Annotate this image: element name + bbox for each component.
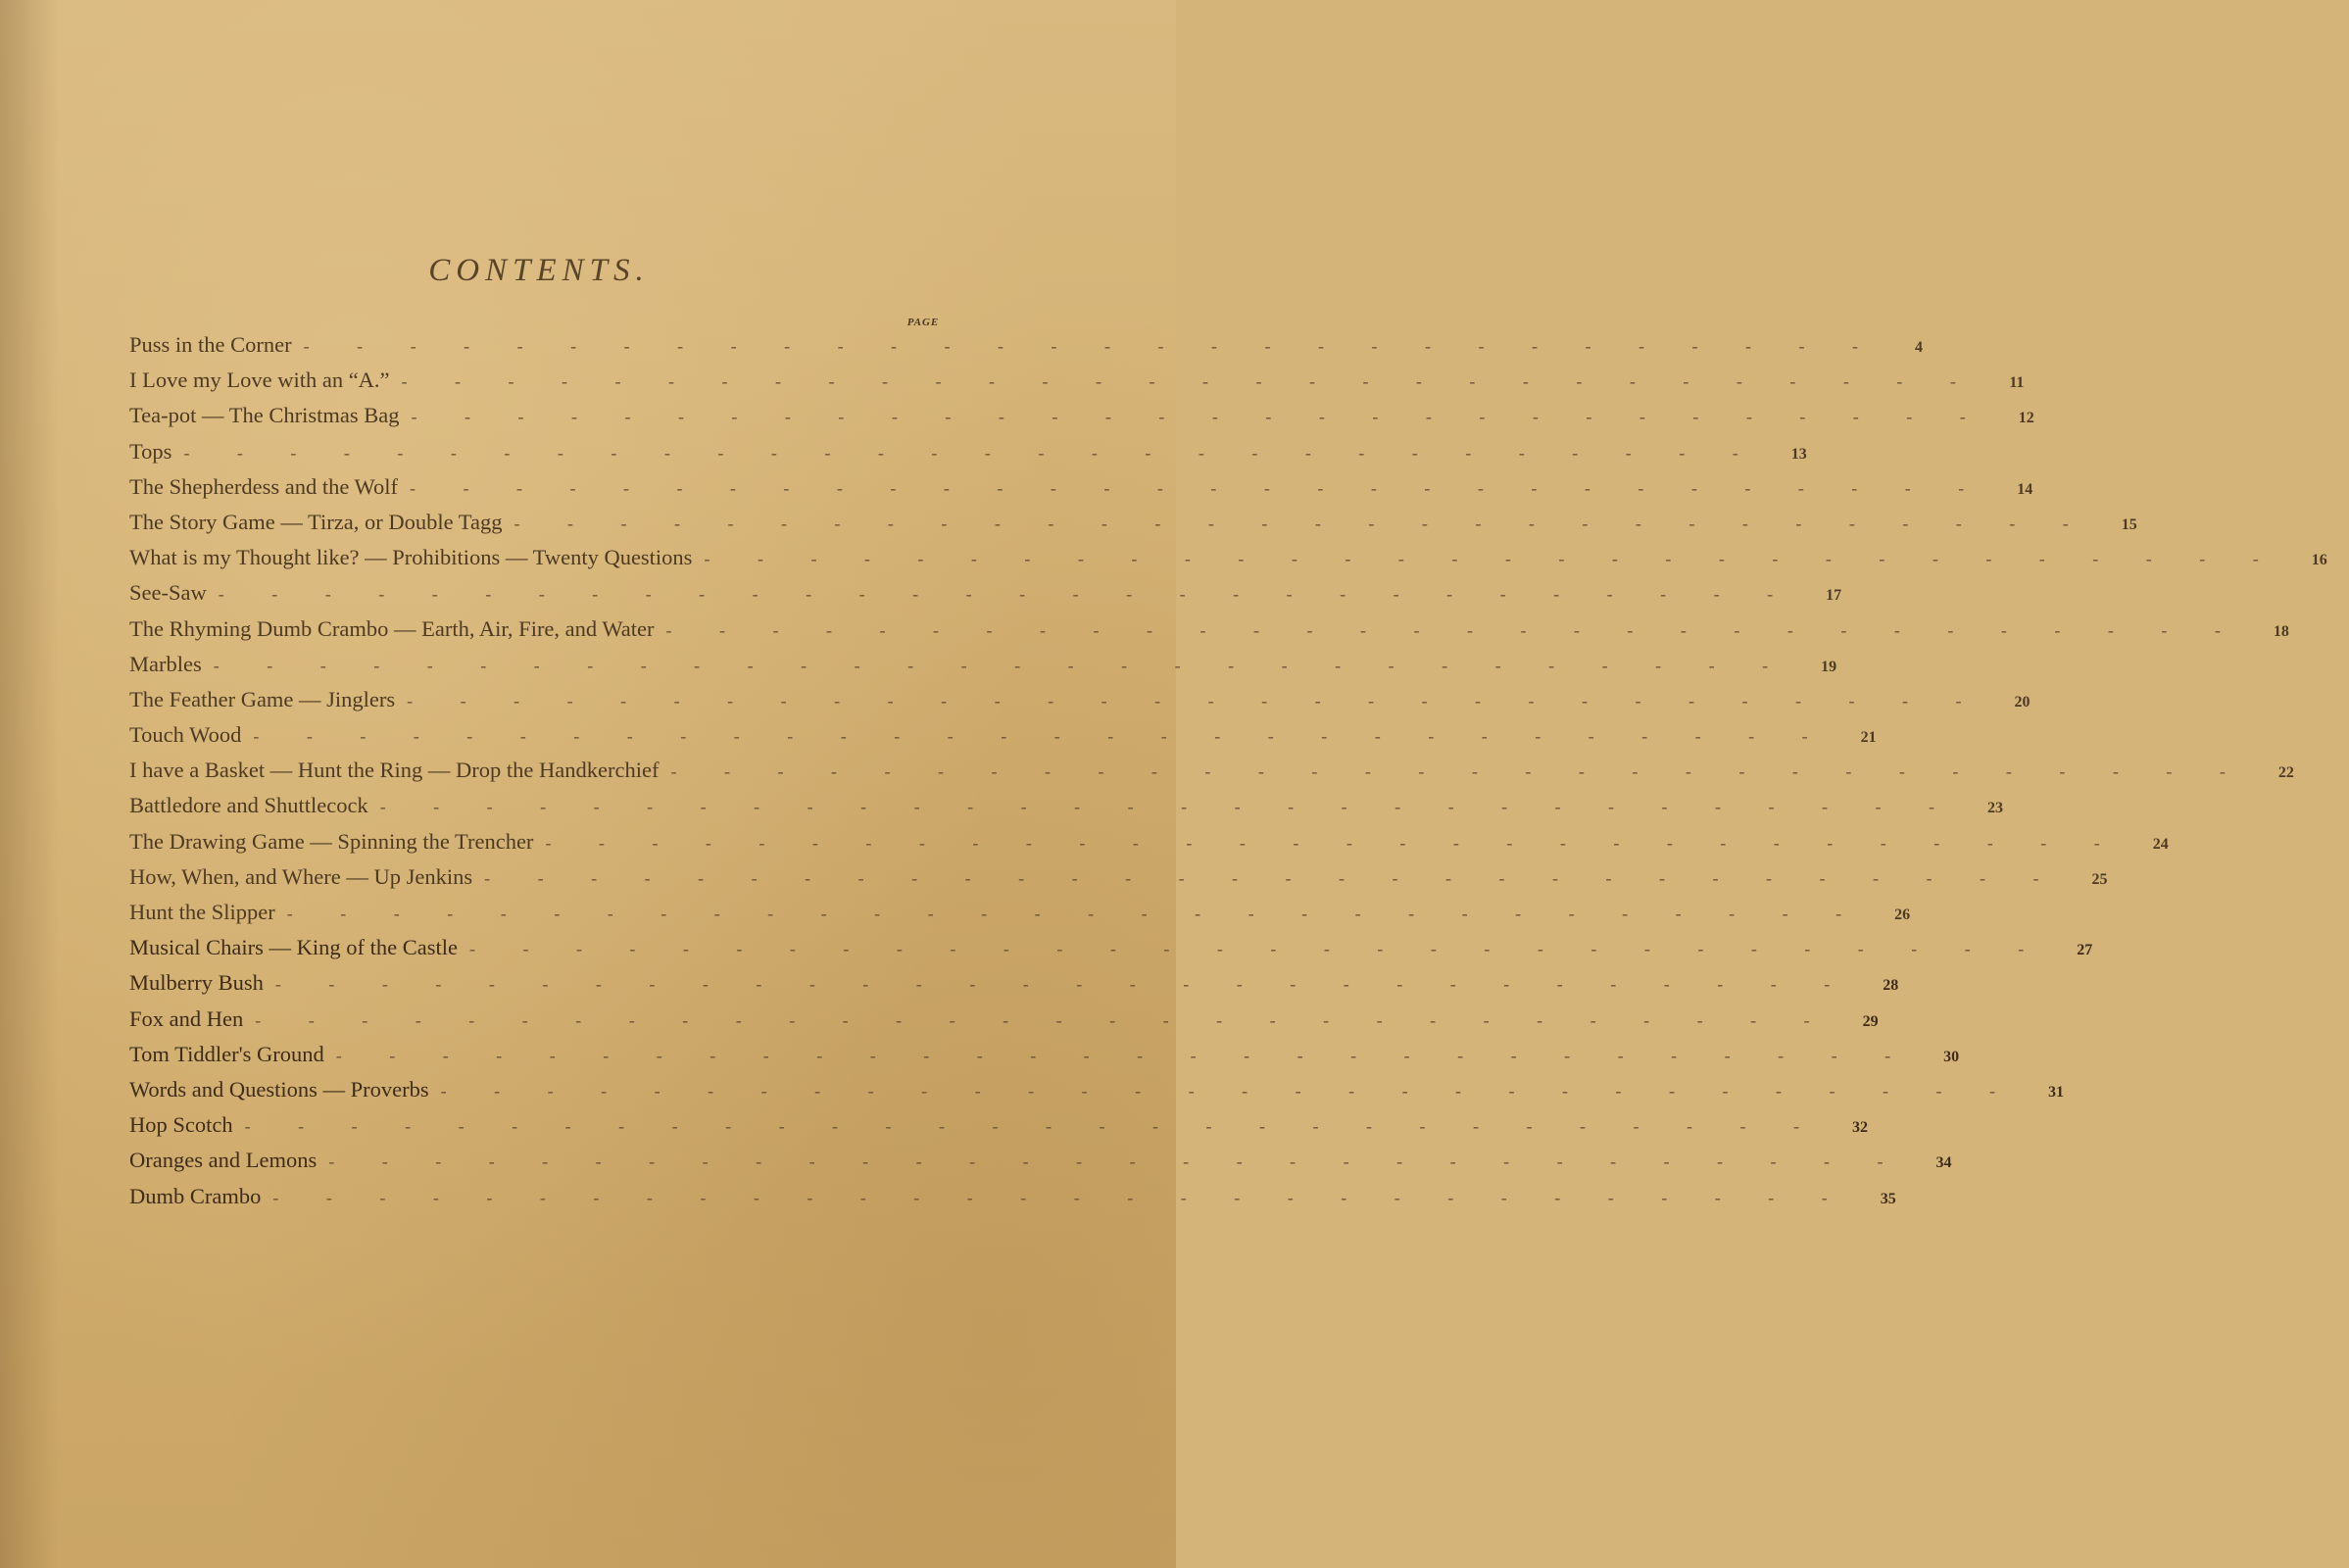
toc-entry-page: 26	[1894, 906, 1911, 923]
toc-entry	[129, 863, 2108, 900]
toc-entry-title: Hop Scotch	[129, 1112, 233, 1138]
toc-entry-page: 13	[1790, 445, 1807, 463]
toc-entry-page: 28	[1883, 977, 1899, 995]
toc-entry	[129, 1183, 1896, 1219]
dot-leader: - - - - - - - - - - - - - - - - - - - - - - - - - - - - - -	[255, 1009, 1832, 1030]
toc-entry	[129, 935, 2093, 970]
toc-entry	[129, 722, 1877, 758]
toc-entry	[129, 1148, 1952, 1183]
toc-entry-title: See-Saw	[129, 580, 207, 606]
dot-leader: - - - - - - - - - - - - - - - - - - - - - - - - - - - - - -	[409, 477, 1986, 498]
toc-entry-title: The Drawing Game — Spinning the Trencher	[129, 828, 534, 854]
toc-entry-title: The Rhyming Dumb Crambo — Earth, Air, Fire, and Water	[129, 615, 655, 641]
toc-entry-title: I have a Basket — Hunt the Ring — Drop the Handkerchief	[129, 758, 660, 783]
table-of-contents	[129, 332, 2327, 1219]
toc-entry-title: Oranges and Lemons	[129, 1148, 318, 1173]
toc-entry-page: 35	[1880, 1190, 1896, 1207]
toc-entry-page: 12	[2018, 410, 2034, 427]
toc-entry-page: 32	[1851, 1119, 1868, 1137]
dot-leader: - - - - - - - - - - - - - - - - - - - - - - - - - - - - - -	[484, 867, 2061, 888]
contents-heading: CONTENTS.	[428, 253, 650, 288]
toc-entry-page: 30	[1943, 1048, 1960, 1065]
dot-leader: - - - - - - - - - - - - - - - - - - - - - - - - - - - - - -	[213, 655, 1790, 675]
toc-entry-title: What is my Thought like? — Prohibitions — Twenty Questions	[129, 545, 693, 570]
toc-entry-page: 20	[2014, 693, 2031, 710]
toc-entry-page: 24	[2152, 835, 2169, 853]
dot-leader: - - - - - - - - - - - - - - - - - - - - - - - - - - - - - -	[379, 797, 1957, 817]
dot-leader: - - - - - - - - - - - - - - - - - - - - - - - - - - - - - -	[253, 726, 1830, 747]
dot-leader: - - - - - - - - - - - - - - - - - - - - - - - - - - - - - -	[411, 407, 1987, 427]
toc-entry-title: Hunt the Slipper	[129, 900, 275, 924]
dot-leader: - - - - - - - - - - - - - - - - - - - - - - - - - - - - - -	[704, 549, 2280, 569]
toc-entry-page: 34	[1935, 1154, 1952, 1172]
toc-entry-title: The Feather Game — Jinglers	[129, 686, 396, 711]
toc-entry	[129, 615, 2289, 652]
toc-entry-page: 16	[2311, 552, 2327, 569]
toc-entry-page: 29	[1862, 1012, 1879, 1030]
toc-entry-page: 25	[2091, 870, 2108, 888]
toc-entry	[129, 1041, 1960, 1077]
toc-entry	[129, 1076, 2064, 1112]
toc-entry	[129, 1112, 1868, 1148]
toc-entry-page: 27	[2077, 942, 2093, 959]
toc-entry-title: The Shepherdess and the Wolf	[129, 473, 398, 499]
dot-leader: - - - - - - - - - - - - - - - - - - - - - - - - - - - - - -	[303, 336, 1880, 356]
toc-entry	[129, 438, 1807, 474]
toc-entry	[129, 545, 2327, 580]
toc-entry-page: 31	[2048, 1083, 2064, 1101]
toc-entry-page: 15	[2121, 515, 2137, 533]
page-edge-shadow	[0, 0, 59, 1568]
toc-entry-title: Tea-pot — The Christmas Bag	[129, 403, 400, 428]
toc-entry-page: 17	[1826, 587, 1842, 605]
toc-entry-page: 14	[2017, 480, 2033, 498]
dot-leader: - - - - - - - - - - - - - - - - - - - - - - - - - - - - - -	[183, 442, 1760, 463]
toc-entry-page: 4	[1914, 339, 1923, 356]
page-column-label: PAGE	[906, 317, 940, 328]
toc-entry-page: 11	[2009, 374, 2025, 392]
toc-entry-title: Fox and Hen	[129, 1005, 244, 1031]
dot-leader: - - - - - - - - - - - - - - - - - - - - - - - - - - - - - -	[272, 1187, 1849, 1207]
dot-leader: - - - - - - - - - - - - - - - - - - - - - - - - - - - - - -	[274, 974, 1852, 995]
toc-entry	[129, 403, 2034, 438]
toc-entry-title: Dumb Crambo	[129, 1183, 262, 1208]
toc-entry-title: Battledore and Shuttlecock	[129, 793, 368, 818]
toc-entry	[129, 970, 1899, 1005]
toc-entry-title: Puss in the Corner	[129, 332, 292, 357]
toc-entry	[129, 900, 1911, 935]
toc-entry-page: 18	[2273, 622, 2289, 640]
toc-entry-title: Words and Questions — Proverbs	[129, 1076, 429, 1102]
toc-entry-title: How, When, and Where — Up Jenkins	[129, 863, 473, 889]
toc-entry-title: Tom Tiddler's Ground	[129, 1041, 324, 1066]
dot-leader: - - - - - - - - - - - - - - - - - - - - - - - - - - - - - -	[407, 690, 1983, 710]
toc-entry	[129, 1005, 1879, 1042]
toc-entry-title: Musical Chairs — King of the Castle	[129, 935, 458, 960]
dot-leader: - - - - - - - - - - - - - - - - - - - - - - - - - - - - - -	[670, 761, 2247, 782]
dot-leader: - - - - - - - - - - - - - - - - - - - - - - - - - - - - - -	[286, 904, 1864, 923]
dot-leader: - - - - - - - - - - - - - - - - - - - - - - - - - - - - - -	[335, 1045, 1913, 1065]
toc-entry	[129, 332, 1923, 368]
dot-leader: - - - - - - - - - - - - - - - - - - - - - - - - - - - - - -	[440, 1080, 2017, 1101]
toc-entry	[129, 651, 1837, 687]
toc-entry-title: The Story Game — Tirza, or Double Tagg	[129, 509, 503, 534]
toc-entry-title: I Love my Love with an “A.”	[129, 368, 390, 393]
toc-entry	[129, 580, 1842, 615]
toc-entry	[129, 793, 2004, 828]
dot-leader: - - - - - - - - - - - - - - - - - - - - - - - - - - - - - -	[514, 513, 2090, 533]
toc-entry-title: Marbles	[129, 651, 202, 676]
dot-leader: - - - - - - - - - - - - - - - - - - - - - - - - - - - - - -	[665, 619, 2242, 640]
toc-entry	[129, 368, 2025, 403]
toc-entry	[129, 828, 2169, 864]
toc-entry-page: 22	[2277, 764, 2294, 782]
dot-leader: - - - - - - - - - - - - - - - - - - - - - - - - - - - - - -	[545, 832, 2122, 853]
toc-entry	[129, 473, 2033, 510]
toc-entry	[129, 758, 2294, 793]
dot-leader: - - - - - - - - - - - - - - - - - - - - - - - - - - - - - -	[328, 1152, 1905, 1172]
toc-entry	[129, 509, 2137, 545]
dot-leader: - - - - - - - - - - - - - - - - - - - - - - - - - - - - - -	[218, 584, 1795, 605]
toc-entry-page: 21	[1860, 729, 1877, 747]
toc-entry-page: 23	[1987, 800, 2004, 817]
toc-entry	[129, 686, 2031, 722]
dot-leader: - - - - - - - - - - - - - - - - - - - - - - - - - - - - - -	[401, 371, 1978, 392]
toc-entry-page: 19	[1821, 658, 1837, 675]
dot-leader: - - - - - - - - - - - - - - - - - - - - - - - - - - - - - -	[244, 1116, 1821, 1137]
toc-entry-title: Mulberry Bush	[129, 970, 264, 996]
dot-leader: - - - - - - - - - - - - - - - - - - - - - - - - - - - - - -	[468, 939, 2046, 959]
toc-entry-title: Touch Wood	[129, 722, 242, 748]
toc-entry-title: Tops	[129, 438, 172, 464]
